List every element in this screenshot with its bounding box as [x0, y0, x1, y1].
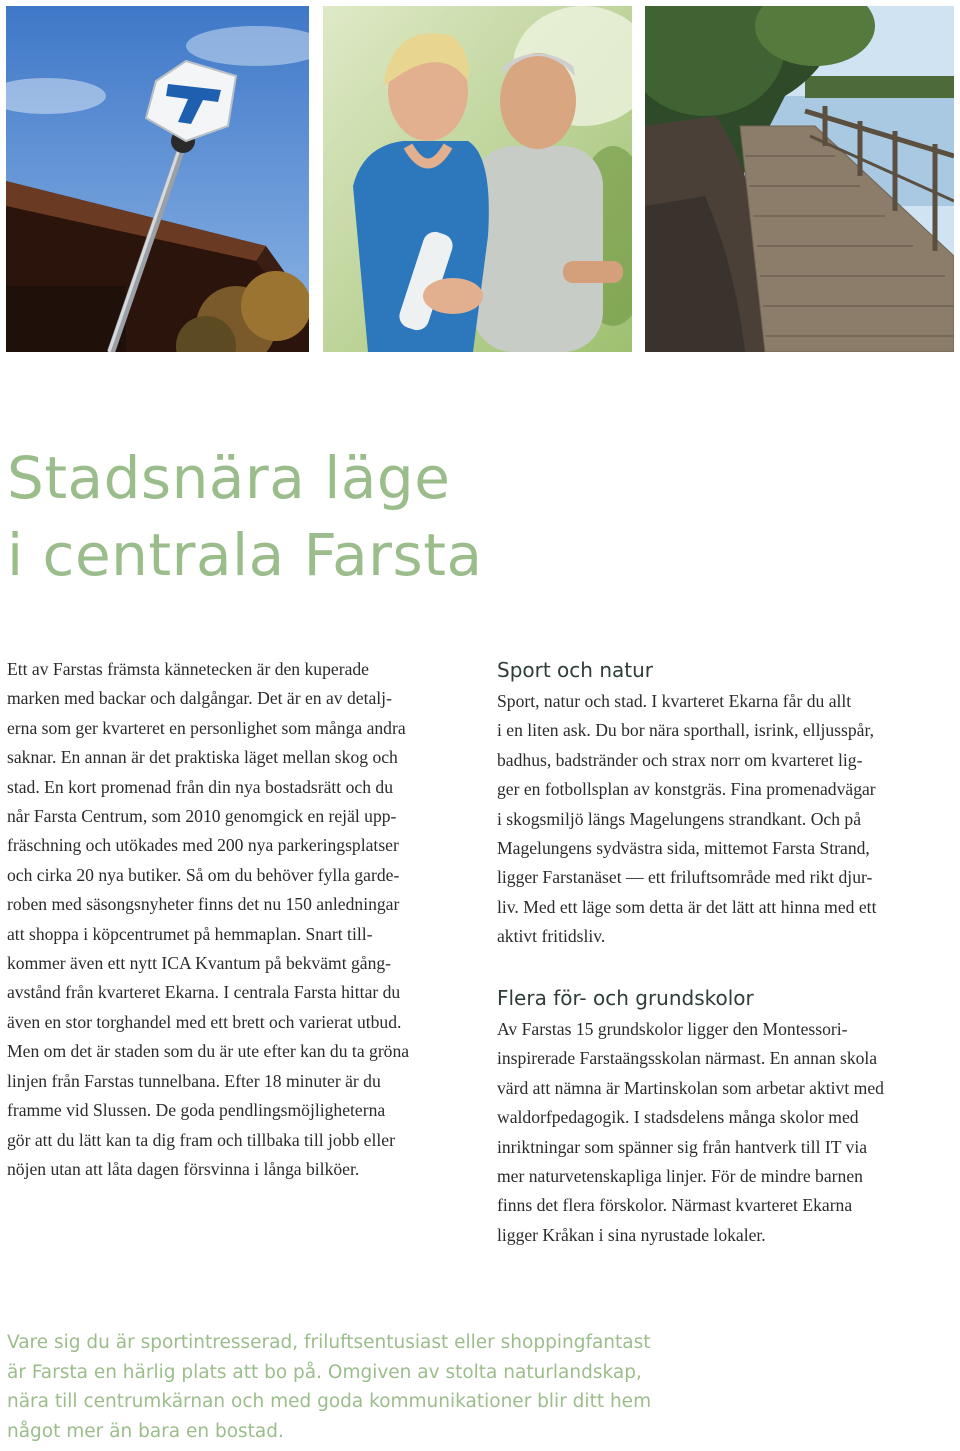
text-line: ligger Kråkan i sina nyrustade lokaler.	[497, 1224, 766, 1245]
text-line: avstånd från kvarteret Ekarna. I centrala Farsta hittar du	[7, 982, 401, 1003]
intro-paragraph	[7, 655, 467, 1184]
text-line: inriktningar som spänner sig från hantverk till IT via	[497, 1136, 868, 1157]
text-line: mer naturvetenskapliga linjer. För de mindre barnen	[497, 1166, 863, 1187]
text-line: även en stor torghandel med ett brett och varierat utbud.	[7, 1011, 402, 1032]
text-line: når Farsta Centrum, som 2010 genomgick en rejäl upp-	[7, 806, 397, 827]
title-line: Stadsnära läge	[7, 444, 451, 512]
text-line: framme vid Slussen. De goda pendlingsmöjligheterna	[7, 1100, 386, 1121]
text-line: värd att nämna är Martinskolan som arbetar aktivt med	[497, 1077, 884, 1098]
text-line: nöjen utan att låta dagen försvinna i långa bilköer.	[7, 1158, 360, 1179]
text-line: ligger Farstanäset — ett friluftsområde med rikt djur-	[497, 867, 873, 888]
text-line: erna som ger kvarteret en personlighet som många andra	[7, 717, 406, 738]
page-title	[7, 440, 483, 594]
text-line: liv. Med ett läge som detta är det lätt att hinna med ett	[497, 896, 877, 917]
text-line: i skogsmiljö längs Magelungens strandkant. Och på	[497, 808, 862, 829]
text-line: waldorfpedagogik. I stadsdelens många skolor med	[497, 1107, 859, 1128]
text-line: gör att du lätt kan ta dig fram och tillbaka till jobb eller	[7, 1129, 395, 1150]
tagline-line: är Farsta en härlig plats att bo på. Omgiven av stolta naturlandskap,	[7, 1361, 642, 1383]
text-line: badhus, badstränder och strax norr om kvarteret lig-	[497, 749, 863, 770]
text-line: och cirka 20 nya butiker. Så om du behöver fylla garde-	[7, 864, 400, 885]
text-line: marken med backar och dalgångar. Det är en av detalj-	[7, 688, 392, 709]
text-line: i en liten ask. Du bor nära sporthall, isrink, elljusspår,	[497, 720, 874, 741]
text-line: Av Farstas 15 grundskolor ligger den Montessori-	[497, 1019, 848, 1039]
tagline	[7, 1328, 947, 1446]
text-line: linjen från Farstas tunnelbana. Efter 18 minuter är du	[7, 1070, 381, 1091]
text-line: roben med säsongsnyheter finns det nu 150 anledningar	[7, 894, 400, 915]
text-line: inspirerade Farstaängsskolan närmast. En annan skola	[497, 1048, 878, 1069]
section-skolor	[497, 984, 957, 1250]
joggers-photo	[323, 6, 632, 352]
text-line: aktivt fritidsliv.	[497, 926, 606, 947]
subway-sign-photo	[6, 6, 309, 352]
section-sport-och-natur	[497, 656, 957, 952]
boardwalk-photo	[645, 6, 954, 352]
text-line: Men om det är staden som du är ute efter kan du ta gröna	[7, 1041, 410, 1062]
text-line: Sport, natur och stad. I kvarteret Ekarna får du allt	[497, 691, 852, 711]
section-heading: Flera för- och grundskolor	[497, 986, 754, 1010]
section-heading: Sport och natur	[497, 658, 653, 682]
text-line: kommer även ett nytt ICA Kvantum på bekvämt gång-	[7, 953, 392, 974]
text-line: stad. En kort promenad från din nya bostadsrätt och du	[7, 776, 393, 797]
text-line: saknar. En annan är det praktiska läget mellan skog och	[7, 747, 398, 768]
text-line: ger en fotbollsplan av konstgräs. Fina promenadvägar	[497, 779, 876, 800]
text-line: att shoppa i köpcentrumet på hemmaplan. Snart till-	[7, 923, 373, 944]
tagline-line: något mer än bara en bostad.	[7, 1420, 284, 1442]
text-line: Magelungens sydvästra sida, mittemot Farsta Strand,	[497, 838, 870, 859]
text-line: finns det flera förskolor. Närmast kvarteret Ekarna	[497, 1195, 853, 1216]
text-line: Ett av Farstas främsta kännetecken är den kuperade	[7, 659, 369, 679]
title-line: i centrala Farsta	[7, 521, 483, 589]
tagline-line: Vare sig du är sportintresserad, friluftsentusiast eller shoppingfantast	[7, 1332, 651, 1353]
tagline-line: nära till centrumkärnan och med goda kommunikationer blir ditt hem	[7, 1391, 652, 1412]
text-line: fräschning och utökades med 200 nya parkeringsplatser	[7, 835, 399, 856]
